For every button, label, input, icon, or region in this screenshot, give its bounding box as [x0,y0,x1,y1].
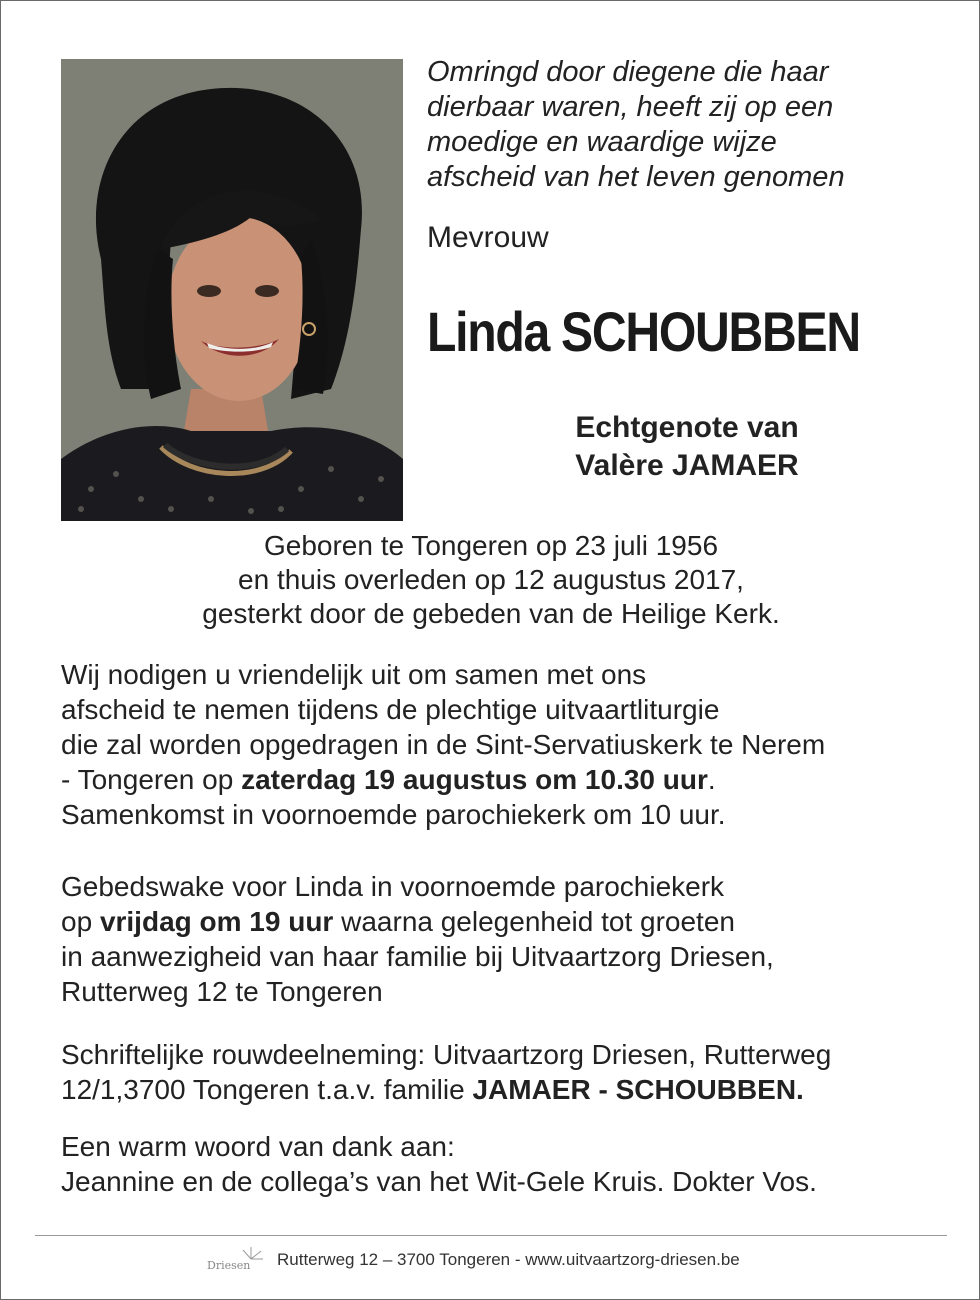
logo-text: Driesen [207,1259,251,1272]
born-line: Geboren te Tongeren op 23 juli 1956 [263,530,719,561]
wake-line: Rutterweg 12 te Tongeren [61,976,383,1007]
title-salutation: Mevrouw [427,221,549,254]
wake-text: op [61,906,100,937]
driesen-logo-icon [205,1245,265,1279]
thanks-line: Een warm woord van dank aan: [61,1131,455,1162]
condolence-paragraph [61,1037,961,1107]
thanks-paragraph [61,1129,961,1199]
condolence-text: 12/1,3700 Tongeren t.a.v. familie [61,1074,473,1105]
condolence-line: Schriftelijke rouwdeelneming: Uitvaartzorg Driesen, Rutterweg [61,1039,832,1070]
funeral-text: - Tongeren op [61,764,242,795]
footer-address: Rutterweg 12 – 3700 Tongeren - www.uitvaartzorg-driesen.be [277,1250,740,1269]
wake-line [61,904,961,939]
funeral-paragraph [61,657,961,832]
funeral-line: Samenkomst in voornoemde parochiekerk om 10 uur. [61,799,726,830]
intro-line: moedige en waardige wijze [427,126,777,158]
footer-divider [35,1235,947,1236]
wake-time: vrijdag om 19 uur [99,906,334,937]
portrait-photo [61,59,403,521]
funeral-line: afscheid te nemen tijdens de plechtige uitvaartliturgie [61,694,720,725]
funeral-line: die zal worden opgedragen in de Sint-Servatiuskerk te Nerem [61,729,826,760]
funeral-line [61,762,961,797]
portrait-illustration [61,59,403,521]
intro-line: afscheid van het leven genomen [427,161,845,193]
deceased-name: Linda SCHOUBBEN [427,300,860,363]
wake-paragraph [61,869,961,1009]
wake-line: in aanwezigheid van haar familie bij Uitvaartzorg Driesen, [61,941,774,972]
intro-line: dierbaar waren, heeft zij op een [427,91,834,123]
spouse-label: Echtgenote van [575,411,799,444]
intro-line: Omringd door diegene die haar [427,56,829,88]
intro-text [427,55,947,195]
family-name: JAMAER - SCHOUBBEN. [472,1074,804,1105]
funeral-line: Wij nodigen u vriendelijk uit om samen met ons [61,659,647,690]
funeral-text: . [707,764,716,795]
wake-text: waarna gelegenheid tot groeten [333,906,735,937]
condolence-line [61,1072,961,1107]
born-line: en thuis overleden op 12 augustus 2017, [238,564,744,595]
birth-death-block [1,529,980,631]
spouse-name: Valère JAMAER [575,449,799,482]
wake-line: Gebedswake voor Linda in voornoemde parochiekerk [61,871,725,902]
born-line: gesterkt door de gebeden van de Heilige Kerk. [202,598,780,629]
funeral-date: zaterdag 19 augustus om 10.30 uur [241,764,708,795]
thanks-line: Jeannine en de collega’s van het Wit-Gele Kruis. Dokter Vos. [61,1166,817,1197]
spouse-block [427,409,947,485]
